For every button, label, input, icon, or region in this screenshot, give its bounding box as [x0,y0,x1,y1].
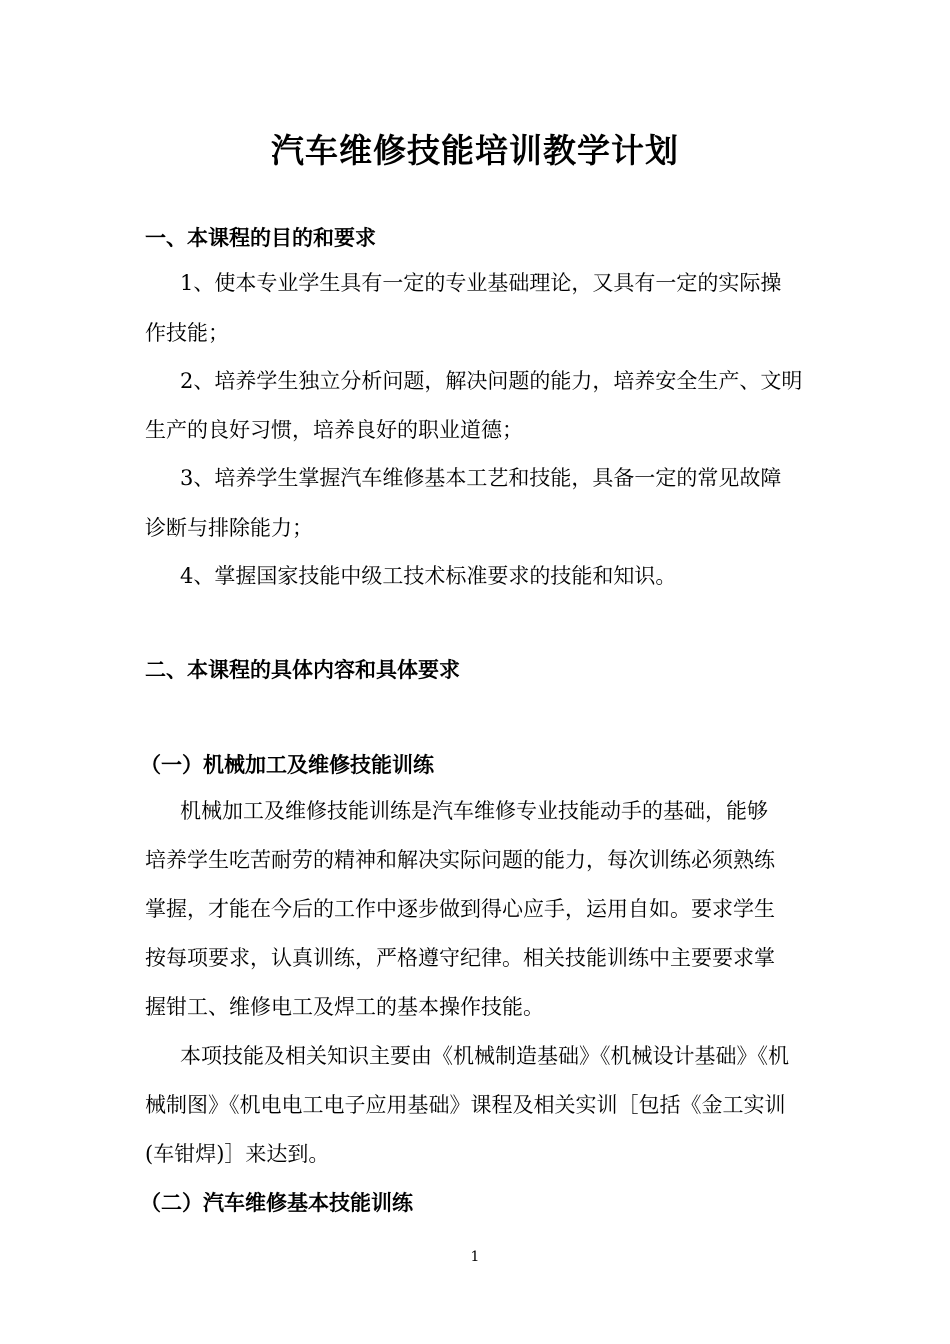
item-3-line-1: 3、培养学生掌握汽车维修基本工艺和技能，具备一定的常见故障 [180,466,782,490]
section-heading-1: 一、本课程的目的和要求 [145,225,376,250]
page-number: 1 [470,1249,480,1265]
para-2-line-2: 械制图》《机电电工电子应用基础》课程及相关实训［包括《金工实训 [145,1093,786,1117]
item-2-line-1: 2、培养学生独立分析问题，解决问题的能力，培养安全生产、文明 [180,369,803,393]
subsection-heading-1: （一）机械加工及维修技能训练 [140,752,434,777]
para-2-line-1: 本项技能及相关知识主要由《机械制造基础》《机械设计基础》《机 [180,1044,789,1068]
para-1-line-3: 掌握，才能在今后的工作中逐步做到得心应手，运用自如。要求学生 [145,897,775,921]
para-1-line-4: 按每项要求，认真训练，严格遵守纪律。相关技能训练中主要要求掌 [145,946,775,970]
item-4-line-1: 4、掌握国家技能中级工技术标准要求的技能和知识。 [180,564,677,588]
item-1-line-2: 作技能； [145,321,229,345]
para-1-line-5: 握钳工、维修电工及焊工的基本操作技能。 [145,995,544,1019]
document-title: 汽车维修技能培训教学计划 [271,131,679,170]
item-1-line-1: 1、使本专业学生具有一定的专业基础理论，又具有一定的实际操 [180,271,782,295]
para-2-line-3: (车钳焊)］来达到。 [145,1142,330,1166]
section-heading-2: 二、本课程的具体内容和具体要求 [145,657,460,682]
subsection-heading-2: （二）汽车维修基本技能训练 [140,1190,413,1215]
para-1-line-2: 培养学生吃苦耐劳的精神和解决实际问题的能力，每次训练必须熟练 [145,848,775,872]
item-3-line-2: 诊断与排除能力； [145,516,313,540]
item-2-line-2: 生产的良好习惯，培养良好的职业道德； [145,418,523,442]
para-1-line-1: 机械加工及维修技能训练是汽车维修专业技能动手的基础，能够 [180,799,768,823]
